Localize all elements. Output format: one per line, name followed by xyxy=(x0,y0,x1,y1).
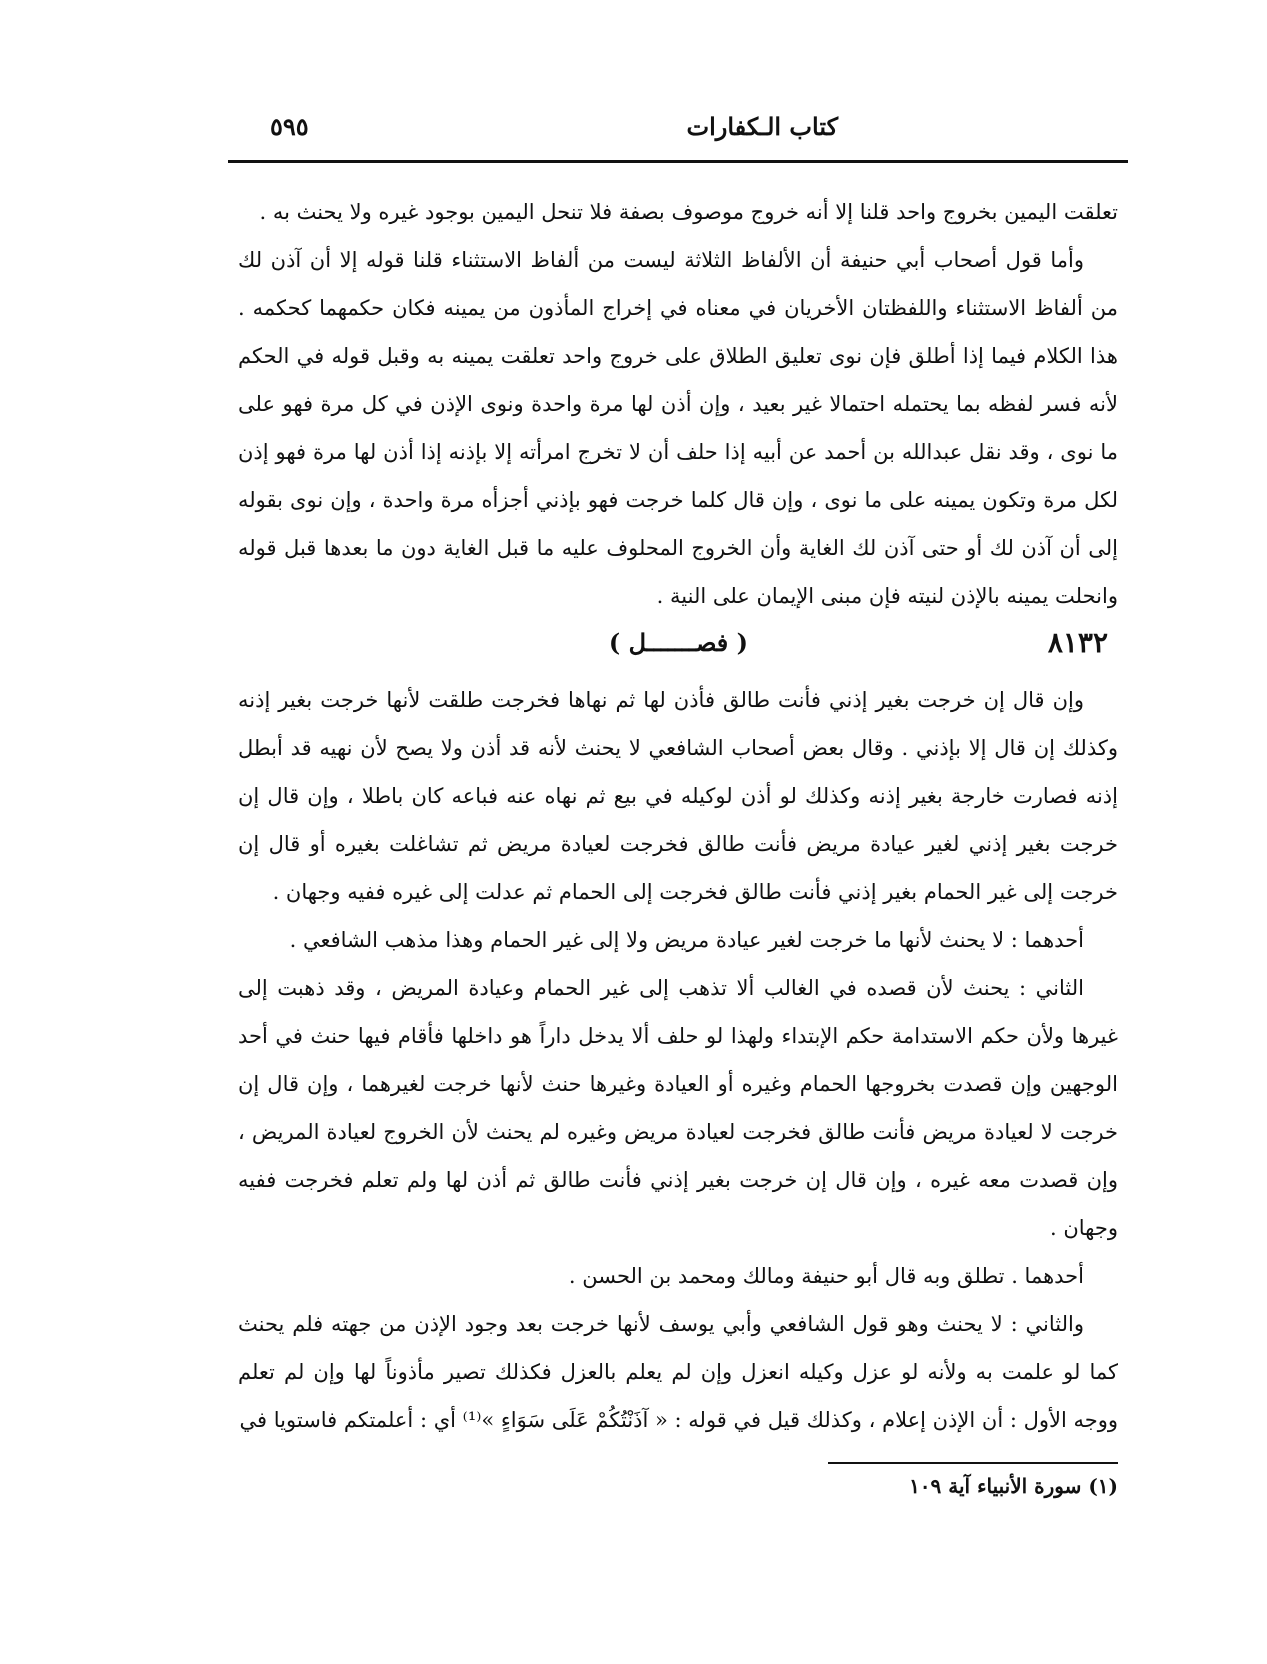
section-number: ٨١٣٢ xyxy=(1047,626,1108,659)
paragraph: أحدهما : لا يحنث لأنها ما خرجت لغير عيادة مريض ولا إلى غير الحمام وهذا مذهب الشافعي . xyxy=(289,928,1084,952)
main-text xyxy=(238,188,1118,1444)
paragraph: وأما قول أصحاب أبي حنيفة أن الألفاظ الثلاثة ليست من ألفاظ الاستثناء قلنا قوله إلا أن آذن لك من ألفاظ الاستثناء واللفظتان الأخريان في معناه في إخراج المأذون من يمينه فكان حكمهما كحكمه . هذا الكلام فيما إذا أطلق فإن نوى تعليق الطلاق على خروج واحد تعلقت يمينه به وقبل قوله في الحكم لأنه فسر لفظه بما يحتمله احتمالا غير بعيد ، وإن أذن لها مرة واحدة ونوى الإذن في كل مرة فهو على ما نوى ، وقد نقل عبدالله بن أحمد عن أبيه إذا حلف أن لا تخرج امرأته إلا بإذنه إذا أذن لها مرة فهو إذن لكل مرة وتكون يمينه على ما نوى ، وإن قال كلما خرجت فهو بإذني أجزأه مرة واحدة ، وإن نوى بقوله إلى أن آذن لك أو حتى آذن لك الغاية وأن الخروج المحلوف عليه ما قبل الغاية دون ما بعدها قبل قوله وانحلت يمينه بالإذن لنيته فإن مبنى الإيمان على النية . xyxy=(238,248,1119,608)
paragraph: والثاني : لا يحنث وهو قول الشافعي وأبي يوسف لأنها خرجت بعد وجود الإذن من جهته فلم يحنث كما لو علمت به ولأنه لو عزل وكيله انعزل وإن لم يعلم بالعزل فكذلك تصير مأذوناً لها وإن لم تعلم ووجه الأول : أن الإذن إعلام ، وكذلك قيل في قوله : « آذَنْتُكُمْ عَلَى سَوَاءٍ »⁽¹⁾ أي : أعلمتكم فاستويا في xyxy=(238,1312,1118,1432)
paragraph: وإن قال إن خرجت بغير إذني فأنت طالق فأذن لها ثم نهاها فخرجت طلقت لأنها خرجت بغير إذنه وكذلك إن قال إلا بإذني . وقال بعض أصحاب الشافعي لا يحنث لأنه قد أذن ولا يصح لأن نهيه قد أبطل إذنه فصارت خارجة بغير إذنه وكذلك لو أذن لوكيله في بيع ثم نهاه عنه فباعه كان باطلا ، وإن قال إن خرجت بغير إذني لغير عيادة مريض فأنت طالق فخرجت لعيادة مريض ثم تشاغلت بغيره أو قال إن خرجت إلى غير الحمام بغير إذني فأنت طالق فخرجت إلى الحمام ثم عدلت إلى غيره ففيه وجهان . xyxy=(238,688,1118,904)
footnote-rule xyxy=(828,1462,1118,1464)
paragraph: تعلقت اليمين بخروج واحد قلنا إلا أنه خروج موصوف بصفة فلا تنحل اليمين بوجود غيره ولا يحنث به . xyxy=(259,200,1118,224)
section-heading xyxy=(238,624,1118,674)
page-number: ٥٩٥ xyxy=(270,112,309,141)
header-rule xyxy=(228,160,1128,163)
footnote: (١) سورة الأنبياء آية ١٠٩ xyxy=(909,1474,1118,1498)
running-title: كتاب الـكفارات xyxy=(686,112,838,141)
paragraph: الثاني : يحنث لأن قصده في الغالب ألا تذهب إلى غير الحمام وعيادة المريض ، وقد ذهبت إلى غيرها ولأن حكم الاستدامة حكم الإبتداء ولهذا لو حلف ألا يدخل داراً هو داخلها فأقام فيها حنث في أحد الوجهين وإن قصدت بخروجها الحمام وغيره أو العيادة وغيرها حنث لأنها خرجت لغيرهما ، وإن قال إن خرجت لا لعيادة مريض فأنت طالق فخرجت لعيادة مريض وغيره لم يحنث لأن الخروج لعيادة المريض ، وإن قصدت معه غيره ، وإن قال إن خرجت بغير إذني فأنت طالق ثم أذن لها ولم تعلم فخرجت ففيه وجهان . xyxy=(238,976,1118,1240)
page-header xyxy=(228,112,1128,156)
section-title: ( فصـــــــل ) xyxy=(608,628,748,657)
paragraph: أحدهما . تطلق وبه قال أبو حنيفة ومالك ومحمد بن الحسن . xyxy=(568,1264,1084,1288)
